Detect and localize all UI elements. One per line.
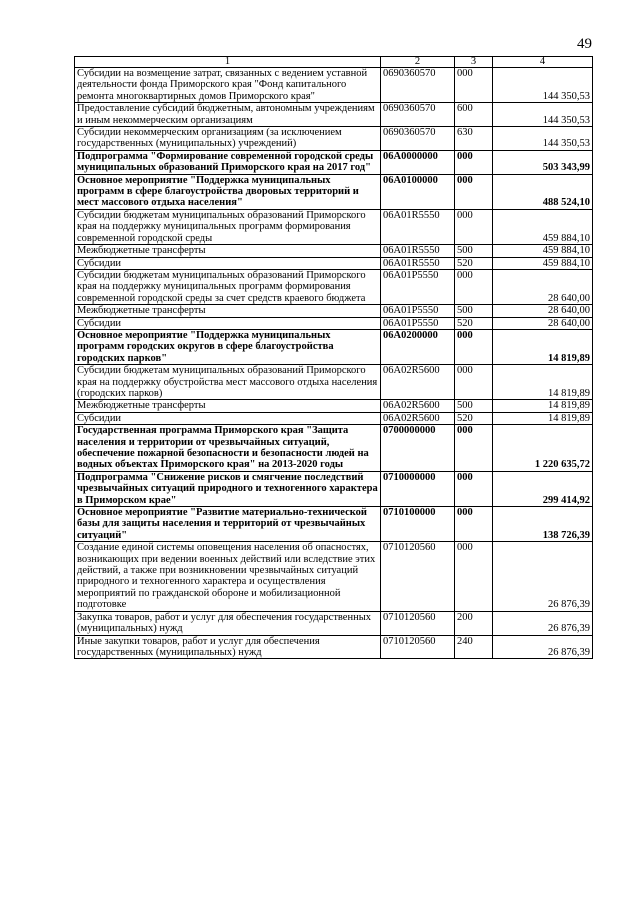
- row-type-cell: 520: [455, 412, 493, 424]
- row-name-cell: Закупка товаров, работ и услуг для обеспечения государственных (муниципальных) нужд: [75, 611, 381, 635]
- row-type-cell: 000: [455, 209, 493, 244]
- row-code-cell: 06А01Р5550: [381, 317, 455, 329]
- row-code-cell: 06А02R5600: [381, 365, 455, 400]
- column-header-1: 1: [75, 57, 381, 68]
- table-row: [75, 245, 593, 257]
- row-amount-cell: 26 876,39: [493, 542, 593, 611]
- row-name-cell: Создание единой системы оповещения населения об опасностях, возникающих при ведении военных действий или вследствие этих действий, а также при возникновении чрезвычайных ситуаций природного и техногенного характера и осуществления мероприятий по гражданской обороне и мобилизационной подготовке: [75, 542, 381, 611]
- row-type-cell: 000: [455, 425, 493, 472]
- row-type-cell: 500: [455, 305, 493, 317]
- row-code-cell: 06А0200000: [381, 329, 455, 364]
- row-amount-cell: 26 876,39: [493, 635, 593, 659]
- table-row: [75, 209, 593, 244]
- row-amount-cell: 503 343,99: [493, 150, 593, 174]
- row-amount-cell: 1 220 635,72: [493, 425, 593, 472]
- row-type-cell: 000: [455, 329, 493, 364]
- row-amount-cell: 14 819,89: [493, 329, 593, 364]
- row-amount-cell: 28 640,00: [493, 317, 593, 329]
- table-row: [75, 542, 593, 611]
- column-header-4: 4: [493, 57, 593, 68]
- row-type-cell: 500: [455, 245, 493, 257]
- row-code-cell: 06А01Р5550: [381, 305, 455, 317]
- row-amount-cell: 459 884,10: [493, 257, 593, 269]
- row-type-cell: 500: [455, 400, 493, 412]
- row-name-cell: Межбюджетные трансферты: [75, 245, 381, 257]
- row-name-cell: Предоставление субсидий бюджетным, автономным учреждениям и иным некоммерческим организациям: [75, 103, 381, 127]
- row-code-cell: 06А02R5600: [381, 412, 455, 424]
- row-type-cell: 520: [455, 317, 493, 329]
- row-code-cell: 06А01R5550: [381, 245, 455, 257]
- row-code-cell: 0710120560: [381, 635, 455, 659]
- row-name-cell: Субсидии бюджетам муниципальных образований Приморского края на поддержку обустройства мест массового отдыха населения (городских парков): [75, 365, 381, 400]
- row-code-cell: 06А02R5600: [381, 400, 455, 412]
- table-row: [75, 103, 593, 127]
- row-name-cell: Государственная программа Приморского края "Защита населения и территории от чрезвычайных ситуаций, обеспечение пожарной безопасности и безопасности людей на водных объектах Приморского края" на 2013-2020 годы: [75, 425, 381, 472]
- row-name-cell: Основное мероприятие "Развитие материально-технической базы для защиты населения и территорий от чрезвычайных ситуаций": [75, 507, 381, 542]
- row-name-cell: Подпрограмма "Формирование современной городской среды муниципальных образований Приморского края на 2017 год": [75, 150, 381, 174]
- row-name-cell: Субсидии бюджетам муниципальных образований Приморского края на поддержку муниципальных программ формирования современной городской среды: [75, 209, 381, 244]
- row-amount-cell: 138 726,39: [493, 507, 593, 542]
- row-code-cell: 0710120560: [381, 542, 455, 611]
- table-row: [75, 269, 593, 304]
- row-code-cell: 06А01R5550: [381, 209, 455, 244]
- row-type-cell: 630: [455, 127, 493, 151]
- column-header-3: 3: [455, 57, 493, 68]
- row-name-cell: Иные закупки товаров, работ и услуг для обеспечения государственных (муниципальных) нужд: [75, 635, 381, 659]
- row-name-cell: Субсидии некоммерческим организациям (за исключением государственных (муниципальных) учреждений): [75, 127, 381, 151]
- table-row: [75, 507, 593, 542]
- page-number: 49: [577, 36, 592, 52]
- table-row: [75, 257, 593, 269]
- row-type-cell: 000: [455, 174, 493, 209]
- table-row: [75, 127, 593, 151]
- table-row: [75, 471, 593, 506]
- table-row: [75, 150, 593, 174]
- column-header-2: 2: [381, 57, 455, 68]
- row-code-cell: 0710120560: [381, 611, 455, 635]
- row-name-cell: Субсидии: [75, 412, 381, 424]
- table-row: [75, 305, 593, 317]
- row-amount-cell: 14 819,89: [493, 365, 593, 400]
- row-amount-cell: 28 640,00: [493, 269, 593, 304]
- row-amount-cell: 14 819,89: [493, 412, 593, 424]
- row-amount-cell: 26 876,39: [493, 611, 593, 635]
- row-code-cell: 06А0000000: [381, 150, 455, 174]
- table-row: [75, 329, 593, 364]
- row-type-cell: 200: [455, 611, 493, 635]
- row-name-cell: Субсидии на возмещение затрат, связанных с ведением уставной деятельности фонда Приморского края "Фонд капитального ремонта многоквартирных домов Приморского края": [75, 68, 381, 103]
- row-code-cell: 06А01R5550: [381, 257, 455, 269]
- row-name-cell: Основное мероприятие "Поддержка муниципальных программ городских округов в сфере благоустройства городских парков": [75, 329, 381, 364]
- row-type-cell: 000: [455, 68, 493, 103]
- row-type-cell: 000: [455, 471, 493, 506]
- table-row: [75, 425, 593, 472]
- row-amount-cell: 144 350,53: [493, 68, 593, 103]
- row-code-cell: 06А01Р5550: [381, 269, 455, 304]
- row-name-cell: Субсидии: [75, 257, 381, 269]
- row-amount-cell: 28 640,00: [493, 305, 593, 317]
- row-type-cell: 240: [455, 635, 493, 659]
- row-name-cell: Основное мероприятие "Поддержка муниципальных программ в сфере благоустройства дворовых территорий и мест массового отдыха населения": [75, 174, 381, 209]
- row-code-cell: 0710000000: [381, 471, 455, 506]
- row-name-cell: Субсидии: [75, 317, 381, 329]
- table-row: [75, 365, 593, 400]
- row-name-cell: Субсидии бюджетам муниципальных образований Приморского края на поддержку муниципальных программ формирования современной городской среды за счет средств краевого бюджета: [75, 269, 381, 304]
- row-amount-cell: 144 350,53: [493, 127, 593, 151]
- row-type-cell: 000: [455, 269, 493, 304]
- table-row: [75, 174, 593, 209]
- row-amount-cell: 459 884,10: [493, 209, 593, 244]
- row-type-cell: 000: [455, 507, 493, 542]
- row-type-cell: 000: [455, 150, 493, 174]
- budget-table-body: [75, 57, 593, 659]
- row-type-cell: 000: [455, 542, 493, 611]
- row-name-cell: Межбюджетные трансферты: [75, 305, 381, 317]
- row-name-cell: Межбюджетные трансферты: [75, 400, 381, 412]
- row-amount-cell: 144 350,53: [493, 103, 593, 127]
- table-header-row: [75, 57, 593, 68]
- row-code-cell: 0690360570: [381, 103, 455, 127]
- table-row: [75, 68, 593, 103]
- row-code-cell: 06А0100000: [381, 174, 455, 209]
- row-code-cell: 0690360570: [381, 127, 455, 151]
- row-code-cell: 0710100000: [381, 507, 455, 542]
- row-name-cell: Подпрограмма "Снижение рисков и смягчение последствий чрезвычайных ситуаций природного и техногенного характера в Приморском крае": [75, 471, 381, 506]
- row-amount-cell: 488 524,10: [493, 174, 593, 209]
- row-amount-cell: 299 414,92: [493, 471, 593, 506]
- table-row: [75, 412, 593, 424]
- row-code-cell: 0700000000: [381, 425, 455, 472]
- row-type-cell: 520: [455, 257, 493, 269]
- row-type-cell: 000: [455, 365, 493, 400]
- table-row: [75, 611, 593, 635]
- budget-table: [74, 56, 593, 659]
- row-amount-cell: 14 819,89: [493, 400, 593, 412]
- row-type-cell: 600: [455, 103, 493, 127]
- row-amount-cell: 459 884,10: [493, 245, 593, 257]
- table-row: [75, 317, 593, 329]
- table-row: [75, 400, 593, 412]
- row-code-cell: 0690360570: [381, 68, 455, 103]
- table-row: [75, 635, 593, 659]
